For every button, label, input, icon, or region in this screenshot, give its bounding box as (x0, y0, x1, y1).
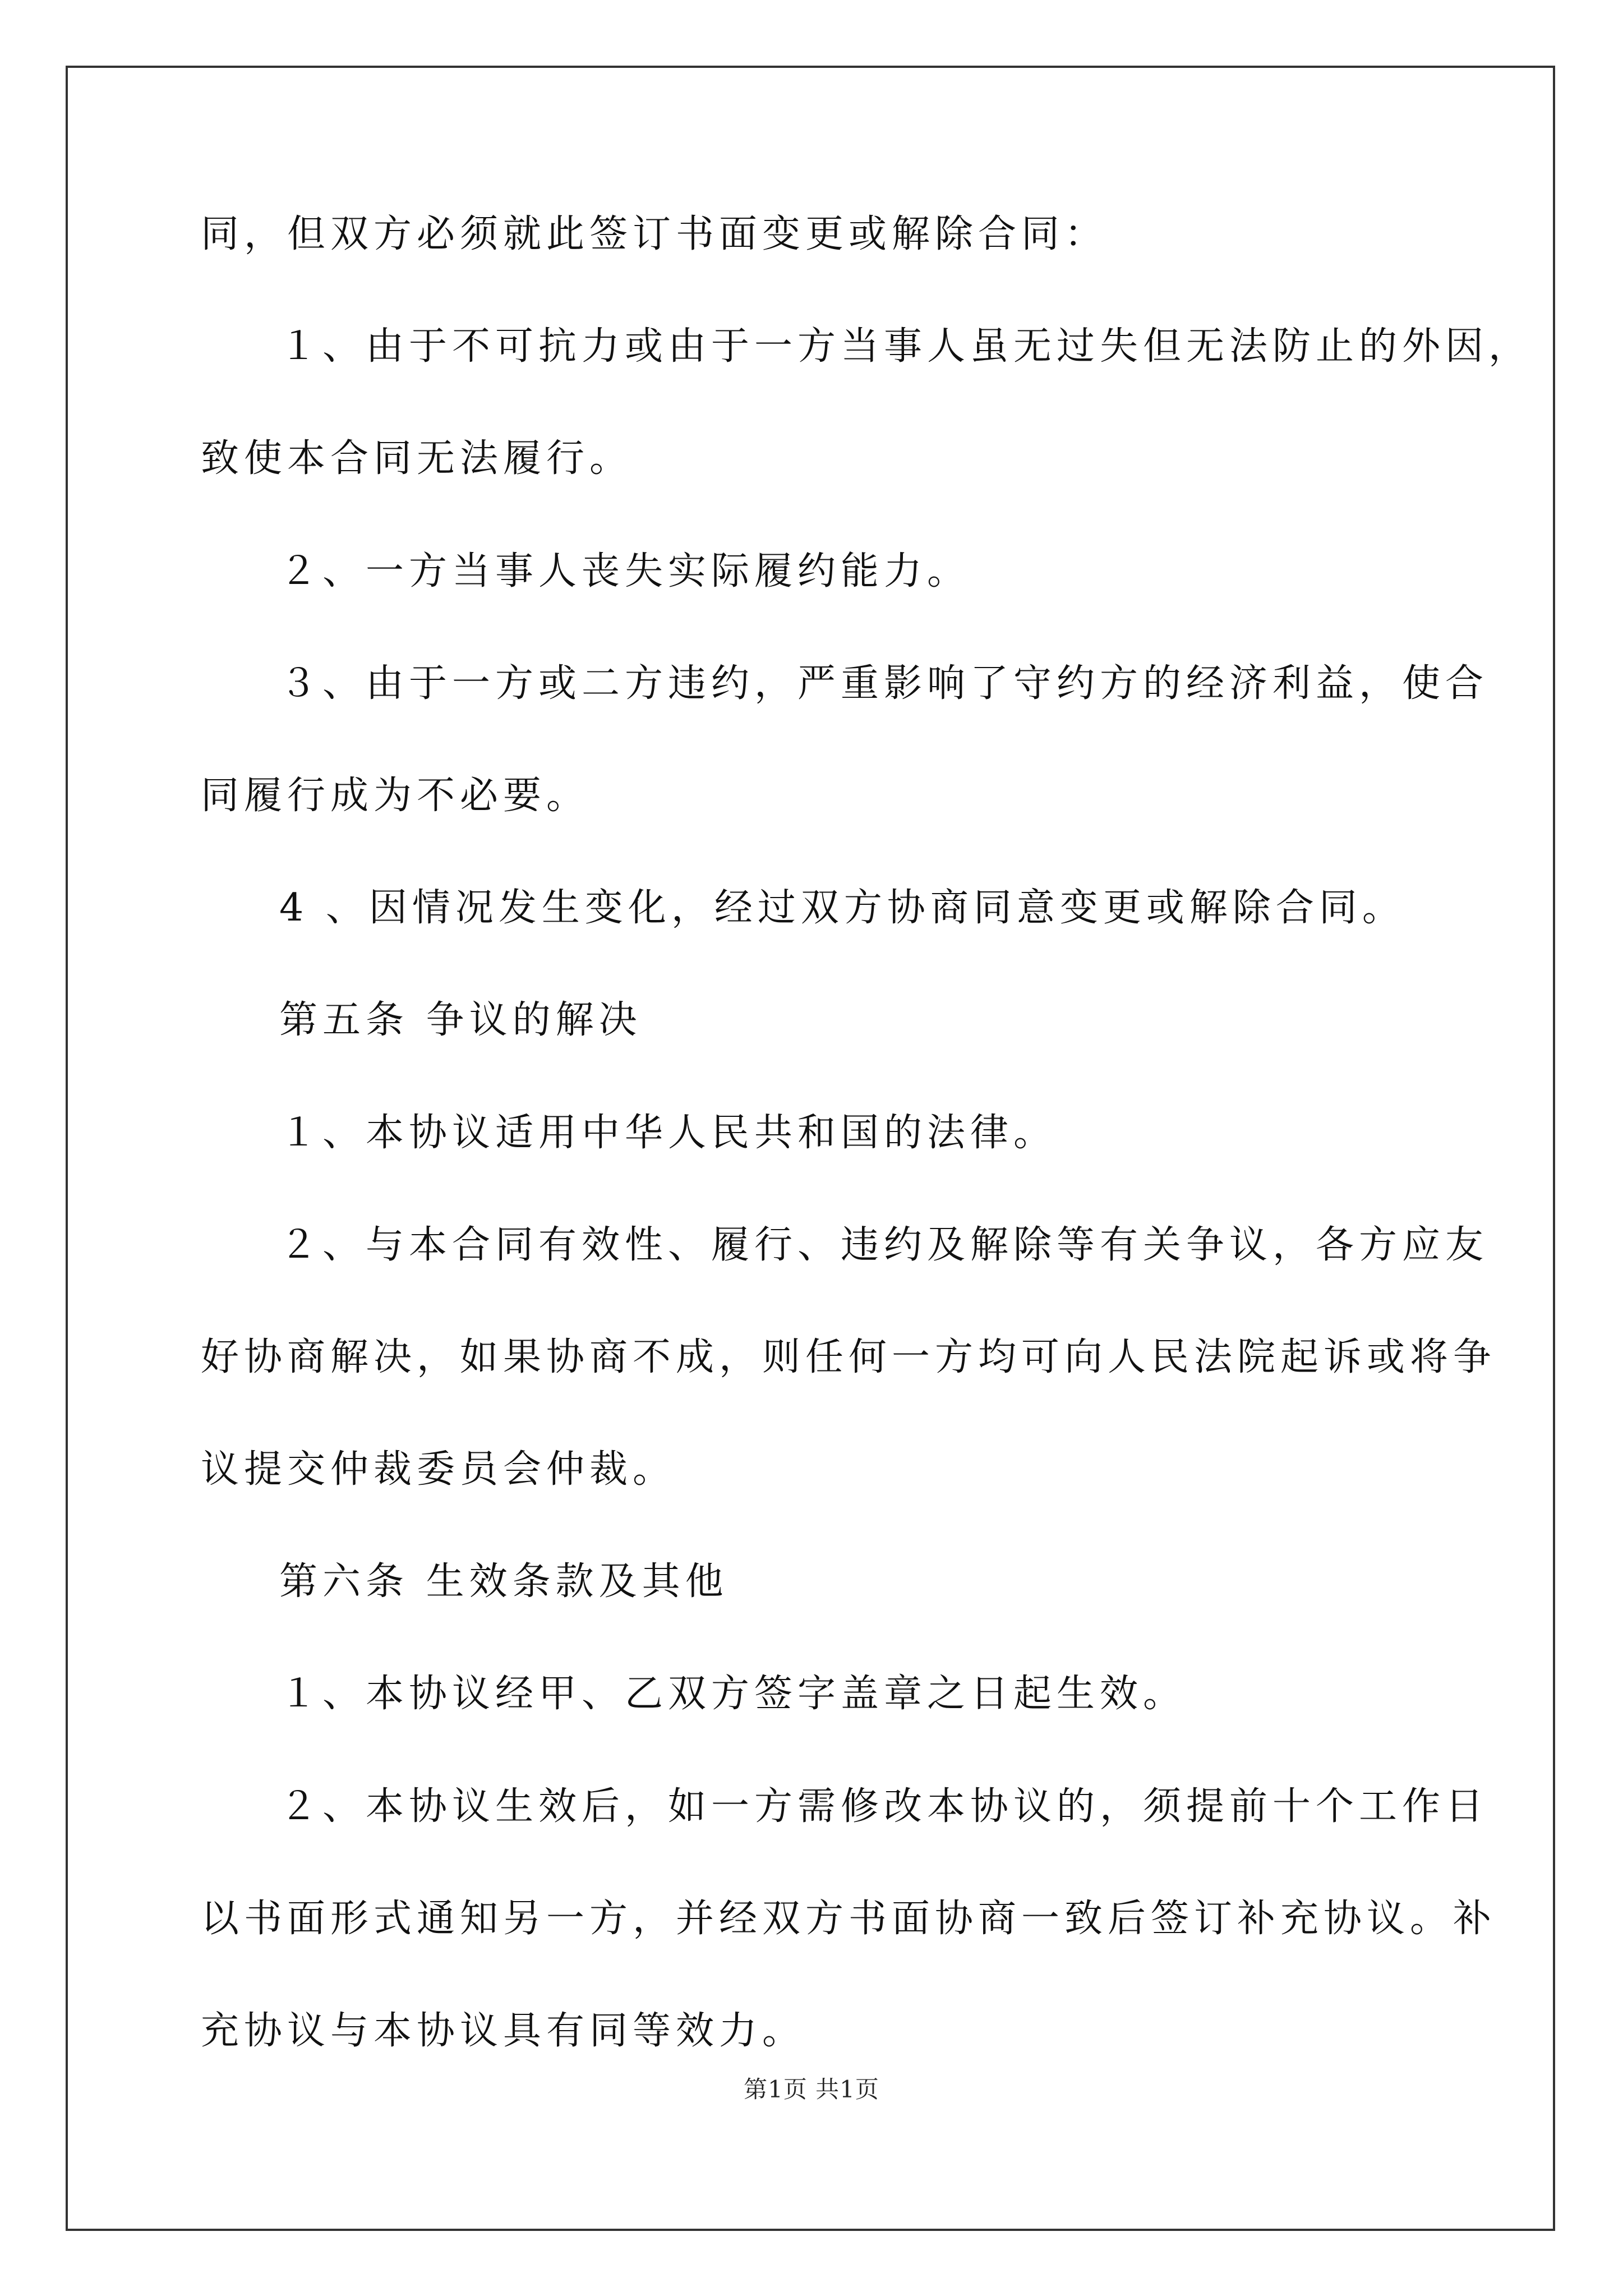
text-line: 同履行成为不必要。 (201, 774, 590, 818)
text-line: 好协商解决，如果协商不成，则任何一方均可向人民法院起诉或将争 (201, 1335, 1497, 1379)
page-footer: 第1页 共1页 (744, 2076, 879, 2103)
text-line: 同，但双方必须就此签订书面变更或解除合同： (201, 212, 1108, 256)
text-line: 4 、因情况发生变化，经过双方协商同意变更或解除合同。 (279, 886, 1405, 930)
text-line: ２、与本合同有效性、履行、违约及解除等有关争议，各方应友 (279, 1223, 1489, 1267)
text-line: １、由于不可抗力或由于一方当事人虽无过失但无法防止的外因， (279, 324, 1532, 369)
text-line: 充协议与本协议具有同等效力。 (201, 2009, 806, 2053)
text-line: １、本协议适用中华人民共和国的法律。 (279, 1111, 1057, 1155)
text-line: 致使本合同无法履行。 (201, 436, 633, 481)
section-heading: 第六条 生效条款及其他 (279, 1559, 728, 1604)
text-line: １、本协议经甲、乙双方签字盖章之日起生效。 (279, 1672, 1187, 1716)
text-line: ３、由于一方或二方违约，严重影响了守约方的经济利益，使合 (279, 661, 1489, 706)
text-line: ２、一方当事人丧失实际履约能力。 (279, 549, 971, 593)
section-heading: 第五条 争议的解决 (279, 998, 642, 1042)
text-line: 议提交仲裁委员会仲裁。 (201, 1447, 676, 1492)
text-line: 以书面形式通知另一方，并经双方书面协商一致后签订补充协议。补 (201, 1897, 1497, 1941)
text-line: ２、本协议生效后，如一方需修改本协议的，须提前十个工作日 (279, 1784, 1489, 1829)
